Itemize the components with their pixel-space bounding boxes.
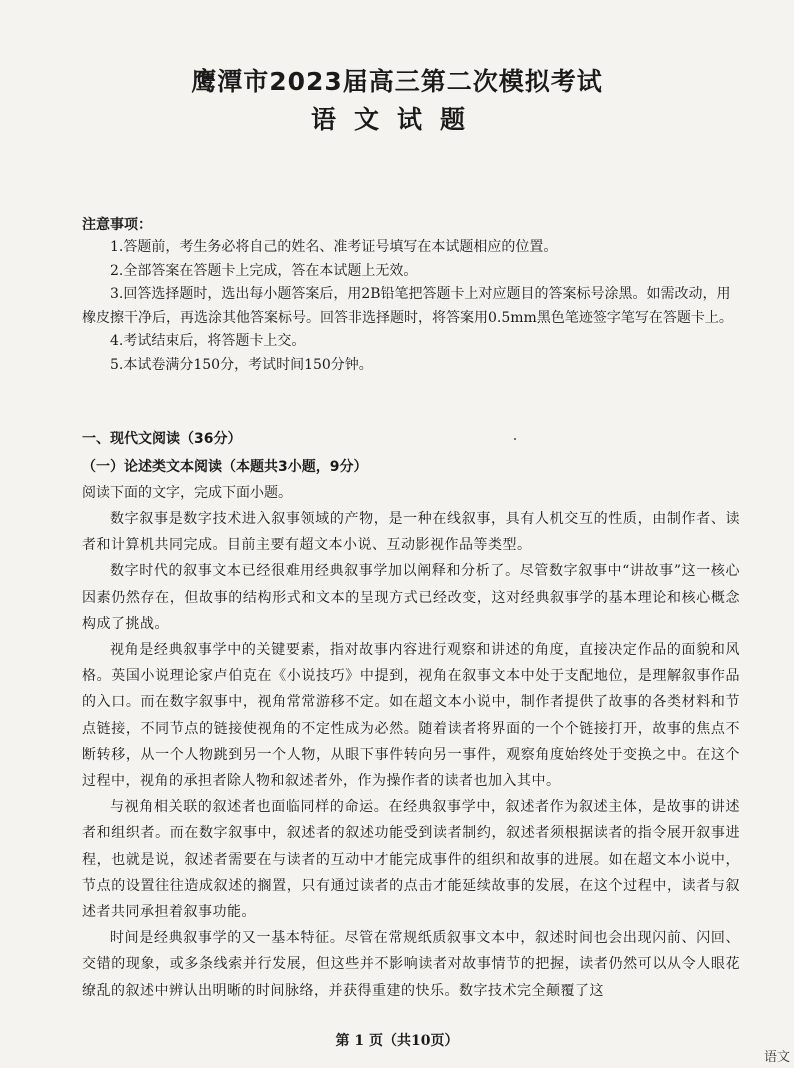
notes-list	[82, 236, 742, 377]
subject-corner-label: 语文	[763, 1050, 790, 1065]
note-item: 5.本试卷满分150分，考试时间150分钟。	[110, 356, 373, 373]
reading-instruction: 阅读下面的文字，完成下面小题。	[82, 485, 292, 501]
reading-passage	[82, 506, 740, 1004]
note-item: 1.答题前，考生务必将自己的姓名、准考证号填写在本试题相应的位置。	[110, 239, 558, 255]
scan-speck	[514, 438, 516, 440]
passage-paragraph: 视角是经典叙事学中的关键要素，指对故事内容进行观察和讲述的角度，直接决定作品的面貌和风格。英国小说理论家卢伯克在《小说技巧》中提到，视角在叙事文本中处于支配地位，是理解叙事作品的入口。而在数字叙事中，视角常常游移不定。如在超文本小说中，制作者提供了故事的各类材料和节点链接，不同节点的链接使视角的不定性成为必然。随着读者将界面的一个个链接打开，故事的焦点不断转移，从一个人物跳到另一个人物，从眼下事件转向另一事件，观察角度始终处于变换之中。在这个过程中，视角的承担者除人物和叙述者外，作为操作者的读者也加入其中。	[82, 642, 740, 790]
section-heading: 一、现代文阅读（36分）	[82, 431, 242, 447]
note-item: 2.全部答案在答题卡上完成，答在本试题上无效。	[110, 262, 418, 279]
passage-paragraph: 时间是经典叙事学的又一基本特征。尽管在常规纸质叙事文本中，叙述时间也会出现闪前、闪回、交错的现象，或多条线索并行发展，但这些并不影响读者对故事情节的把握，读者仍然可以从令人眼花缭乱的叙述中辨认出明晰的时间脉络，并获得重建的快乐。数字技术完全颠覆了这	[82, 930, 740, 999]
page-footer: 第 1 页（共10页）	[335, 1033, 459, 1049]
passage-paragraph: 与视角相关联的叙述者也面临同样的命运。在经典叙事学中，叙述者作为叙述主体，是故事的讲述者和组织者。而在数字叙事中，叙述者的叙述功能受到读者制约，叙述者须根据读者的指令展开叙事进程，也就是说，叙述者需要在与读者的互动中才能完成事件的组织和故事的进展。如在超文本小说中，节点的设置往往造成叙述的搁置，只有通过读者的点击才能延续故事的发展，在这个过程中，读者与叙述者共同承担着叙事功能。	[82, 799, 740, 921]
note-item: 3.回答选择题时，选出每小题答案后，用2B铅笔把答题卡上对应题目的答案标号涂黑。如需改动，用橡皮擦干净后，再选涂其他答案标号。回答非选择题时，将答案用0.5mm黑色笔迹签字笔写在答题卡上。	[82, 286, 733, 326]
note-item: 4.考试结束后，将答题卡上交。	[110, 333, 306, 349]
passage-paragraph: 数字叙事是数字技术进入叙事领域的产物，是一种在线叙事，具有人机交互的性质，由制作者、读者和计算机共同完成。目前主要有超文本小说、互动影视作品等类型。	[82, 511, 740, 554]
exam-title: 鹰潭市2023届高三第二次模拟考试	[191, 67, 603, 96]
notes-heading: 注意事项：	[82, 217, 152, 233]
subsection-heading: （一）论述类文本阅读（本题共3小题，9分）	[82, 459, 368, 475]
passage-paragraph: 数字时代的叙事文本已经很难用经典叙事学加以阐释和分析了。尽管数字叙事中“讲故事”这一核心因素仍然存在，但故事的结构形式和文本的呈现方式已经改变，这对经典叙事学的基本理论和核心概念构成了挑战。	[82, 563, 740, 632]
exam-subtitle: 语文试题	[310, 105, 483, 134]
